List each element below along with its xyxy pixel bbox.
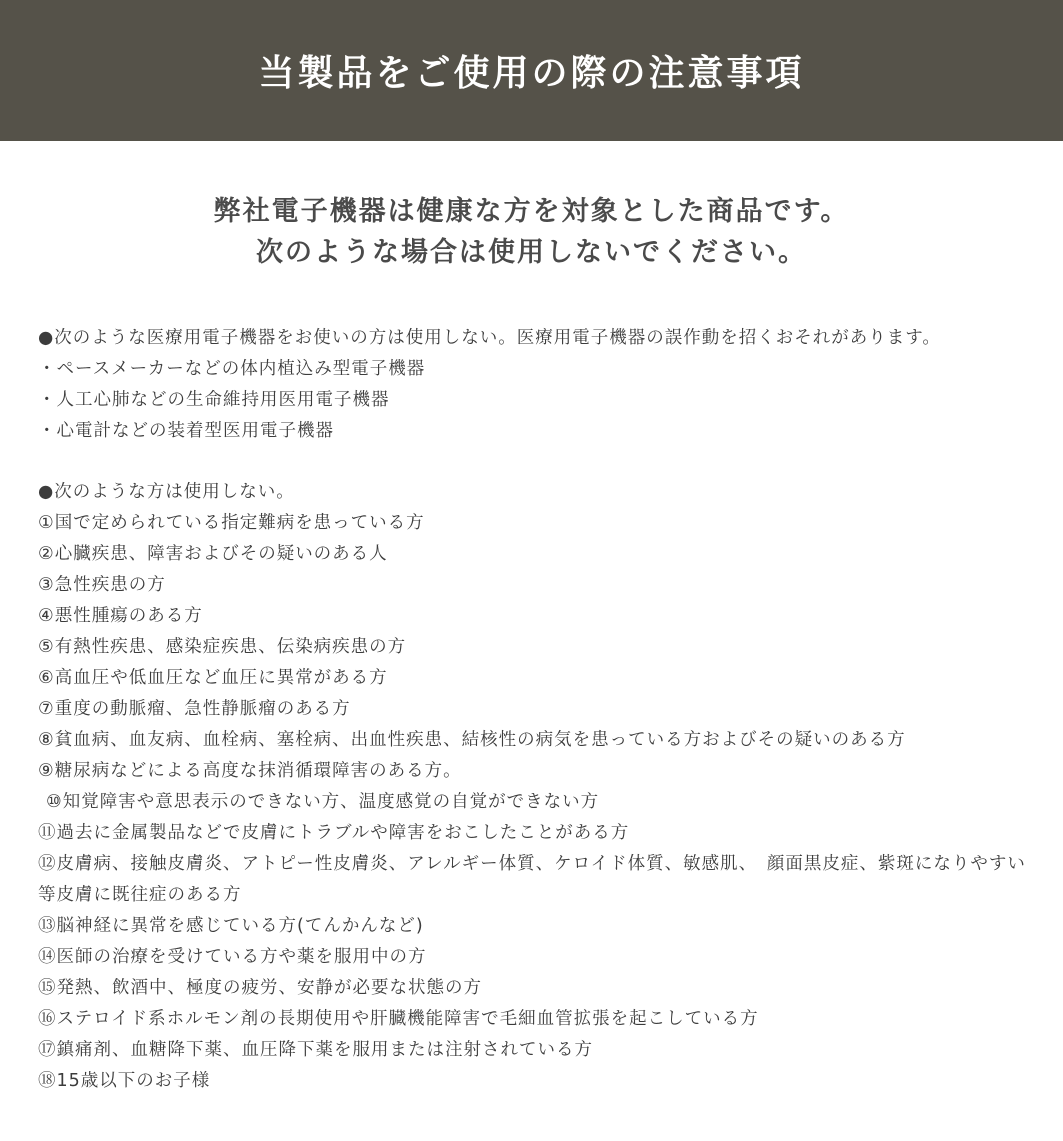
list-item: ④悪性腫瘍のある方: [38, 606, 203, 626]
list-item: ⑱15歳以下のお子様: [38, 1071, 211, 1091]
list-item: ⑭医師の治療を受けている方や薬を服用中の方: [38, 947, 427, 967]
list-item: ①国で定められている指定難病を患っている方: [38, 513, 425, 533]
list-item: ・心電計などの装着型医用電子機器: [38, 421, 334, 441]
lead-statement: [0, 191, 1063, 273]
page-title: 当製品をご使用の際の注意事項: [258, 53, 805, 94]
list-item: ②心臓疾患、障害およびその疑いのある人: [38, 544, 388, 564]
list-item: ⑰鎮痛剤、血糖降下薬、血圧降下薬を服用または注射されている方: [38, 1040, 593, 1060]
precautions-content: [0, 323, 1063, 1097]
list-item: ⑥高血圧や低血圧など血圧に異常がある方: [38, 668, 388, 688]
list-item: ⑪過去に金属製品などで皮膚にトラブルや障害をおこしたことがある方: [38, 823, 630, 843]
list-item: ・ペースメーカーなどの体内植込み型電子機器: [38, 359, 426, 379]
list-item: ⑯ステロイド系ホルモン剤の長期使用や肝臓機能障害で毛細血管拡張を起こしている方: [38, 1009, 759, 1029]
list-item: ・人工心肺などの生命維持用医用電子機器: [38, 390, 390, 410]
section2-heading: ●次のような方は使用しない。: [38, 482, 295, 502]
list-item: ⑤有熱性疾患、感染症疾患、伝染病疾患の方: [38, 637, 407, 657]
list-item: ③急性疾患の方: [38, 575, 166, 595]
list-item: ⑫皮膚病、接触皮膚炎、アトピー性皮膚炎、アレルギー体質、ケロイド体質、敏感肌、 顔面黒皮症、紫斑になりやすい等皮膚に既往症のある方: [38, 854, 1026, 905]
section1-heading: ●次のような医療用電子機器をお使いの方は使用しない。医療用電子機器の誤作動を招くおそれがあります。: [38, 328, 941, 348]
list-item: ⑨糖尿病などによる高度な抹消循環障害のある方。: [38, 761, 462, 781]
list-item: ⑬脳神経に異常を感じている方(てんかんなど): [38, 916, 424, 936]
header-banner: [0, 0, 1063, 141]
list-item: ⑩知覚障害や意思表示のできない方、温度感覚の自覚ができない方: [46, 792, 600, 812]
lead-line-2: 次のような場合は使用しないでください。: [256, 237, 807, 268]
list-item: ⑮発熱、飲酒中、極度の疲労、安静が必要な状態の方: [38, 978, 482, 998]
section-spacer: [38, 447, 1033, 477]
list-item: ⑦重度の動脈瘤、急性静脈瘤のある方: [38, 699, 351, 719]
lead-line-1: 弊社電子機器は健康な方を対象とした商品です。: [213, 196, 850, 227]
list-item: ⑧貧血病、血友病、血栓病、塞栓病、出血性疾患、結核性の病気を患っている方およびその疑いのある方: [38, 730, 906, 750]
